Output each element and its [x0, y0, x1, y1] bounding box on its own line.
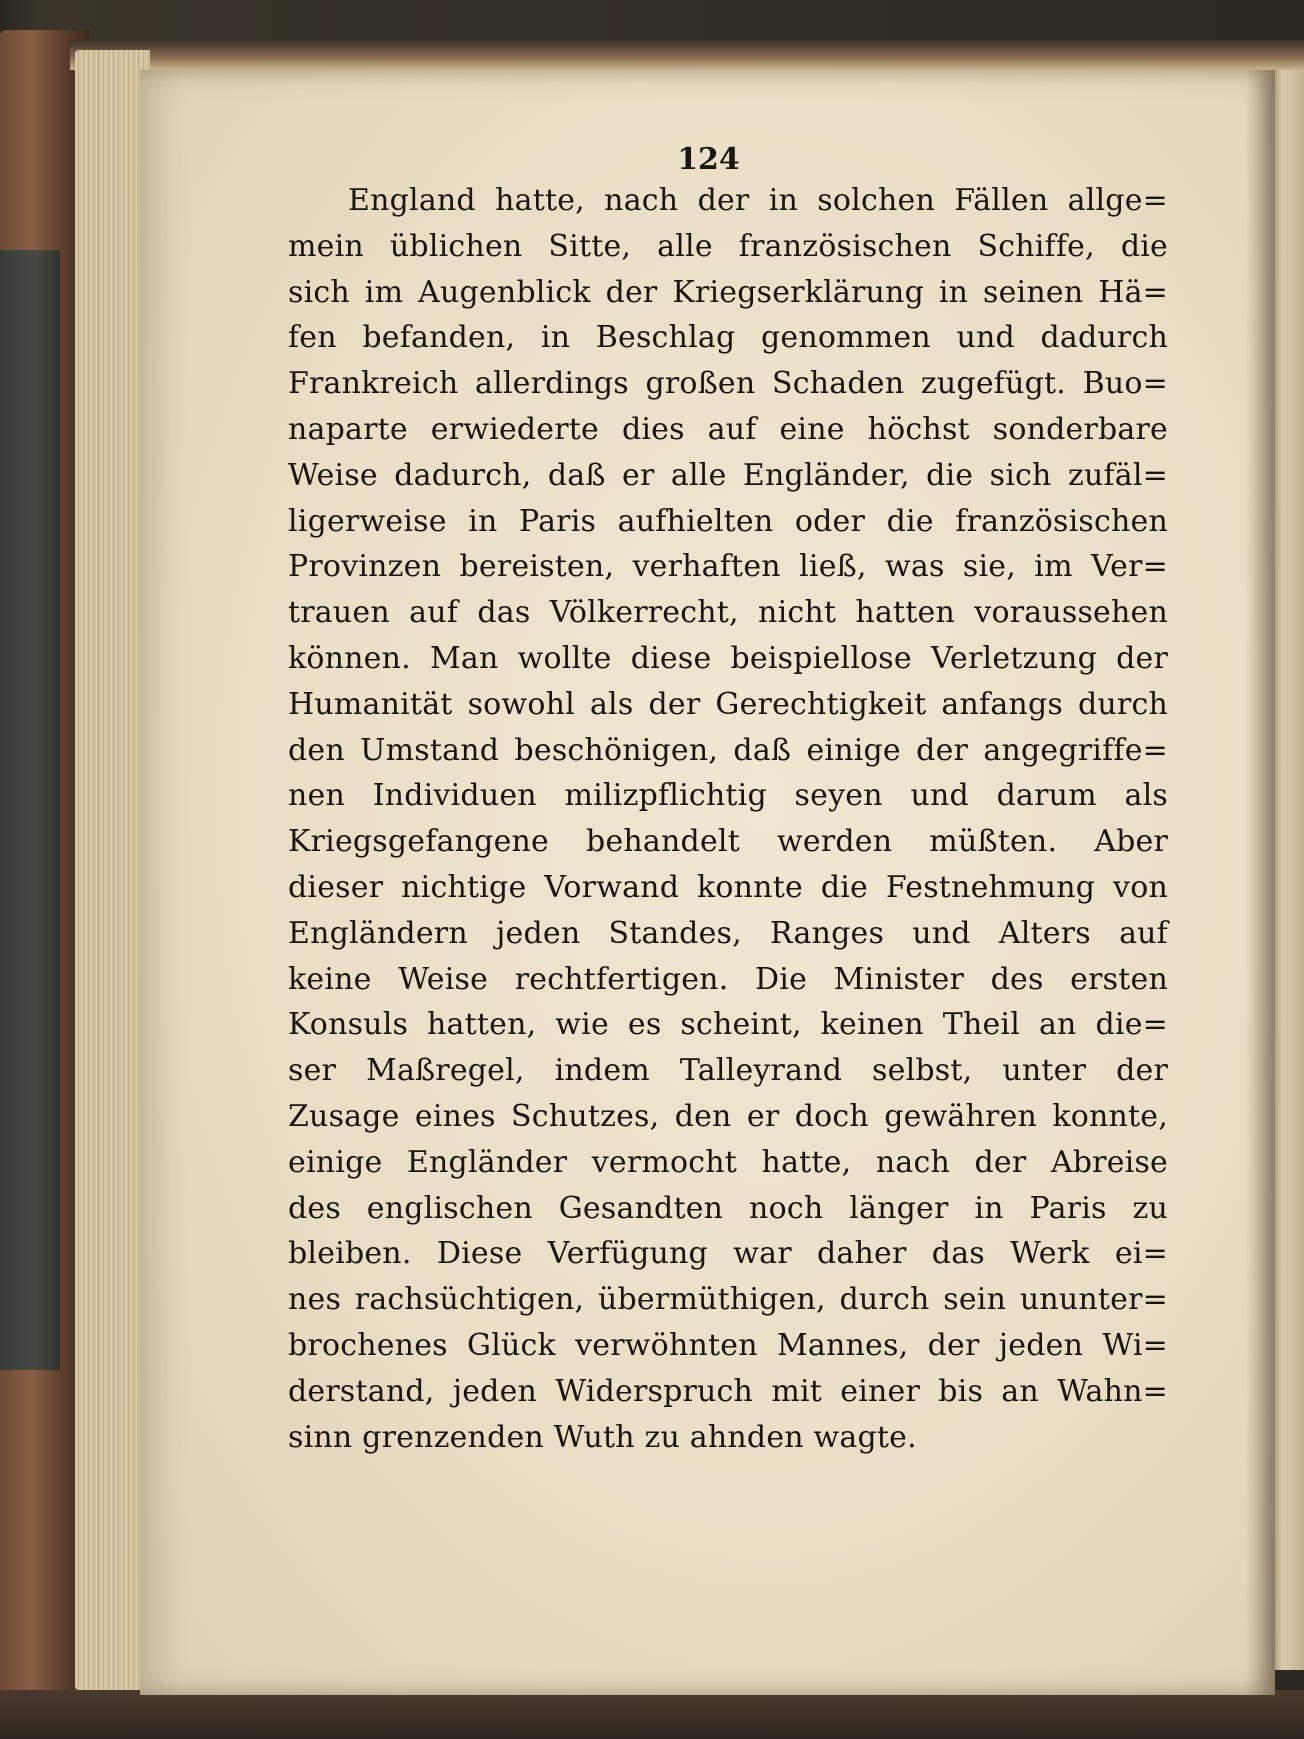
book-page: [140, 70, 1275, 1695]
book-cover-cloth: [0, 250, 60, 1370]
body-text: [288, 178, 1168, 1460]
text-line: Humanität sowohl als der Gerechtigkeit anfangs durch: [288, 686, 1168, 722]
text-line: des englischen Gesandten noch länger in Paris zu: [288, 1190, 1168, 1226]
text-line: Konsuls hatten, wie es scheint, keinen Theil an die=: [288, 1007, 1168, 1043]
text-line: trauen auf das Völkerrecht, nicht hatten voraussehen: [288, 595, 1168, 631]
text-line: ligerweise in Paris aufhielten oder die französischen: [288, 503, 1168, 539]
page-gutter-shadow: [1245, 70, 1275, 1695]
text-line: mein üblichen Sitte, alle französischen Schiffe, die: [288, 228, 1168, 264]
text-line: nes rachsüchtigen, übermüthigen, durch sein ununter=: [288, 1282, 1168, 1318]
text-line: brochenes Glück verwöhnten Mannes, der jeden Wi=: [288, 1327, 1168, 1363]
text-line: dieser nichtige Vorwand konnte die Festnehmung von: [288, 869, 1168, 905]
book-top-edge: [70, 40, 1304, 70]
text-line: Provinzen bereisten, verhaften ließ, was sie, im Ver=: [288, 549, 1168, 585]
text-line: Zusage eines Schutzes, den er doch gewähren konnte,: [288, 1098, 1168, 1134]
text-line: bleiben. Diese Verfügung war daher das Werk ei=: [288, 1236, 1168, 1272]
text-line: naparte erwiederte dies auf eine höchst sonderbare: [288, 411, 1168, 447]
text-line: ser Maßregel, indem Talleyrand selbst, unter der: [288, 1053, 1168, 1089]
page-edges: [75, 50, 150, 1690]
book-bottom-edge: [0, 1690, 1304, 1739]
text-line: einige Engländer vermocht hatte, nach der Abreise: [288, 1144, 1168, 1180]
text-line: sinn grenzenden Wuth zu ahnden wagte.: [288, 1419, 917, 1455]
text-line: England hatte, nach der in solchen Fällen allge=: [348, 183, 1168, 218]
text-line: derstand, jeden Widerspruch mit einer bis an Wahn=: [288, 1373, 1168, 1409]
text-line: Frankreich allerdings großen Schaden zugefügt. Buo=: [288, 366, 1168, 402]
page-number: 124: [677, 142, 740, 177]
text-line: fen befanden, in Beschlag genommen und dadurch: [288, 320, 1168, 356]
text-line: Kriegsgefangene behandelt werden müßten. Aber: [288, 824, 1168, 860]
text-line: Engländern jeden Standes, Ranges und Alters auf: [288, 915, 1168, 951]
text-line: nen Individuen milizpflichtig seyen und darum als: [288, 778, 1168, 814]
text-line: den Umstand beschönigen, daß einige der angegriffe=: [288, 732, 1168, 768]
text-line: sich im Augenblick der Kriegserklärung in seinen Hä=: [288, 274, 1168, 310]
text-line: können. Man wollte diese beispiellose Verletzung der: [288, 640, 1168, 676]
text-line: Weise dadurch, daß er alle Engländer, die sich zufäl=: [288, 457, 1168, 493]
text-line: keine Weise rechtfertigen. Die Minister des ersten: [288, 961, 1168, 997]
